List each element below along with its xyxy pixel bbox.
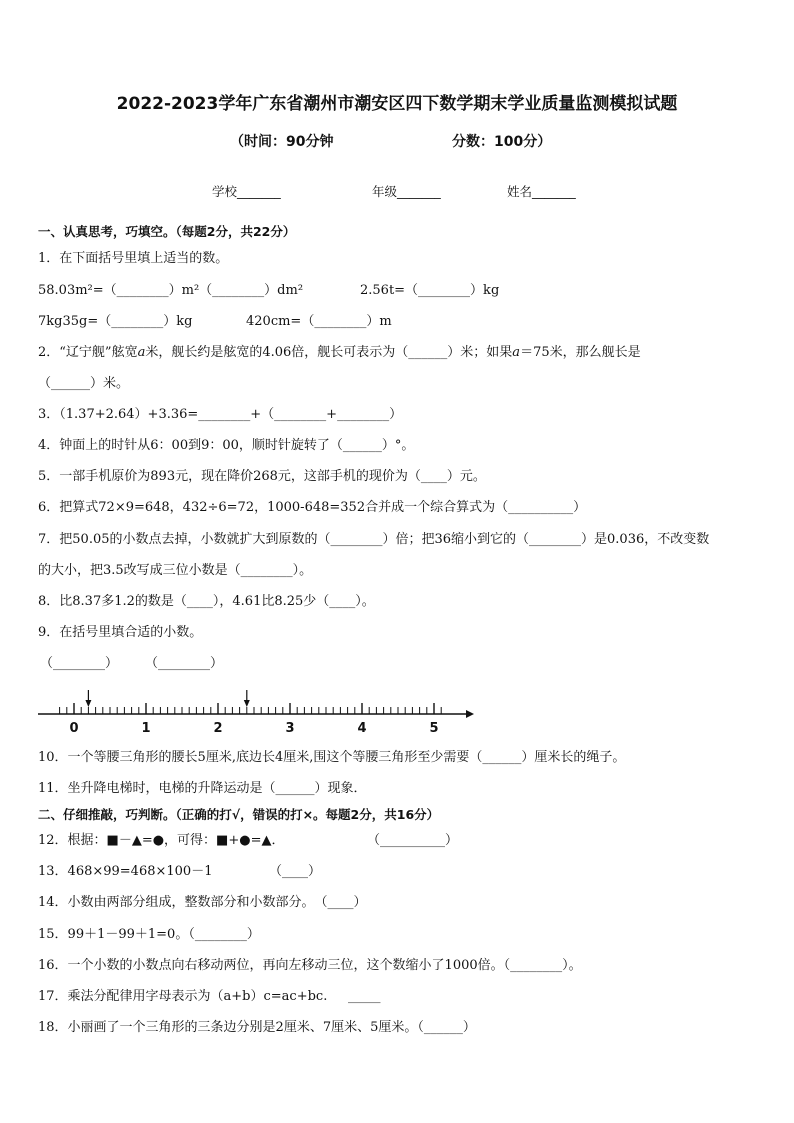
number-line-label: 1 — [141, 721, 151, 736]
question-13-blank: （____） — [269, 864, 322, 879]
question-18: 18．小丽画了一个三角形的三条边分别是2厘米、7厘米、5厘米。（______） — [38, 1020, 476, 1035]
question-9-blank-1: （________） — [40, 656, 119, 671]
question-12: 12．根据：■－▲=●，可得：■+●=▲． — [38, 833, 285, 848]
question-1-d: 420cm=（________）m — [246, 314, 392, 329]
number-line-label: 2 — [213, 721, 223, 736]
question-7-line2: 的大小，把3.5改写成三位小数是（________）。 — [38, 563, 313, 578]
section-1-heading: 一、认真思考，巧填空。（每题2分，共22分） — [38, 224, 296, 239]
question-5: 5．一部手机原价为893元，现在降价268元，这部手机的现价为（____）元。 — [38, 469, 486, 484]
question-8: 8．比8.37多1.2的数是（____），4.61比8.25少（____）。 — [38, 594, 375, 609]
number-line-label: 0 — [69, 721, 79, 736]
number-line — [36, 688, 476, 738]
question-2-part2: 米，舰长约是舷宽的4.06倍，舰长可表示为（______）米；如果 — [145, 345, 513, 360]
name-field: 姓名_______ — [507, 184, 576, 199]
question-9: 9．在括号里填合适的小数。 — [38, 625, 203, 640]
down-arrow-icon — [85, 690, 91, 707]
number-line-label: 5 — [429, 721, 439, 736]
number-line-ticks — [60, 703, 442, 714]
question-1-a: 58.03m²=（________）m²（________）dm² — [38, 283, 304, 298]
question-15: 15．99＋1－99＋1=0。（________） — [38, 927, 260, 942]
question-2 — [38, 345, 641, 361]
school-field: 学校_______ — [212, 184, 281, 199]
question-16: 16．一个小数的小数点向右移动两位，再向左移动三位，这个数缩小了1000倍。（________）。 — [38, 958, 582, 973]
question-1-b: 2.56t=（________）kg — [360, 283, 500, 298]
question-17-blank: _____ — [348, 989, 381, 1004]
number-line-markers — [85, 690, 249, 707]
question-11: 11．坐升降电梯时，电梯的升降运动是（______）现象． — [38, 781, 367, 796]
question-2-part1: 2．“辽宁舰”舷宽 — [38, 345, 138, 360]
page-title: 2022-2023学年广东省潮州市潮安区四下数学期末学业质量监测模拟试题 — [116, 94, 678, 114]
exam-score: 分数：100分） — [452, 134, 552, 150]
grade-field: 年级_______ — [372, 184, 441, 199]
question-4: 4．钟面上的时针从6：00到9：00，顺时针旋转了（______）°。 — [38, 438, 415, 453]
question-2-part3: ＝75米，那么舰长是 — [520, 345, 641, 360]
question-1: 1．在下面括号里填上适当的数。 — [38, 251, 229, 266]
question-3: 3．（1.37+2.64）+3.36=________+（________+________） — [38, 407, 403, 422]
section-2-heading: 二、仔细推敲，巧判断。（正确的打√，错误的打×。每题2分，共16分） — [38, 807, 440, 822]
question-2-line2: （______）米。 — [38, 376, 130, 391]
question-9-blank-2: （________） — [145, 656, 224, 671]
exam-time: （时间：90分钟 — [230, 134, 334, 150]
number-line-label: 3 — [285, 721, 295, 736]
number-line-labels — [69, 721, 438, 736]
question-6: 6．把算式72×9=648，432÷6=72，1000-648=352合并成一个综合算式为（__________） — [38, 500, 587, 515]
down-arrow-icon — [244, 690, 250, 707]
question-12-blank: （__________） — [367, 833, 459, 848]
number-line-arrowhead — [466, 710, 474, 718]
question-7-line1: 7．把50.05的小数点去掉，小数就扩大到原数的（________）倍；把36缩小到它的（________）是0.036，不改变数 — [38, 532, 710, 547]
variable-a: a — [512, 345, 521, 360]
number-line-label: 4 — [357, 721, 367, 736]
question-10: 10．一个等腰三角形的腰长5厘米,底边长4厘米,围这个等腰三角形至少需要（______）厘米长的绳子。 — [38, 750, 626, 765]
variable-a: a — [137, 345, 146, 360]
question-14: 14．小数由两部分组成，整数部分和小数部分。 （____） — [38, 895, 367, 910]
question-17: 17．乘法分配律用字母表示为（a+b）c=ac+bc. — [38, 989, 328, 1004]
question-1-c: 7kg35g=（________）kg — [38, 314, 193, 329]
question-13: 13．468×99=468×100－1 — [38, 864, 213, 879]
